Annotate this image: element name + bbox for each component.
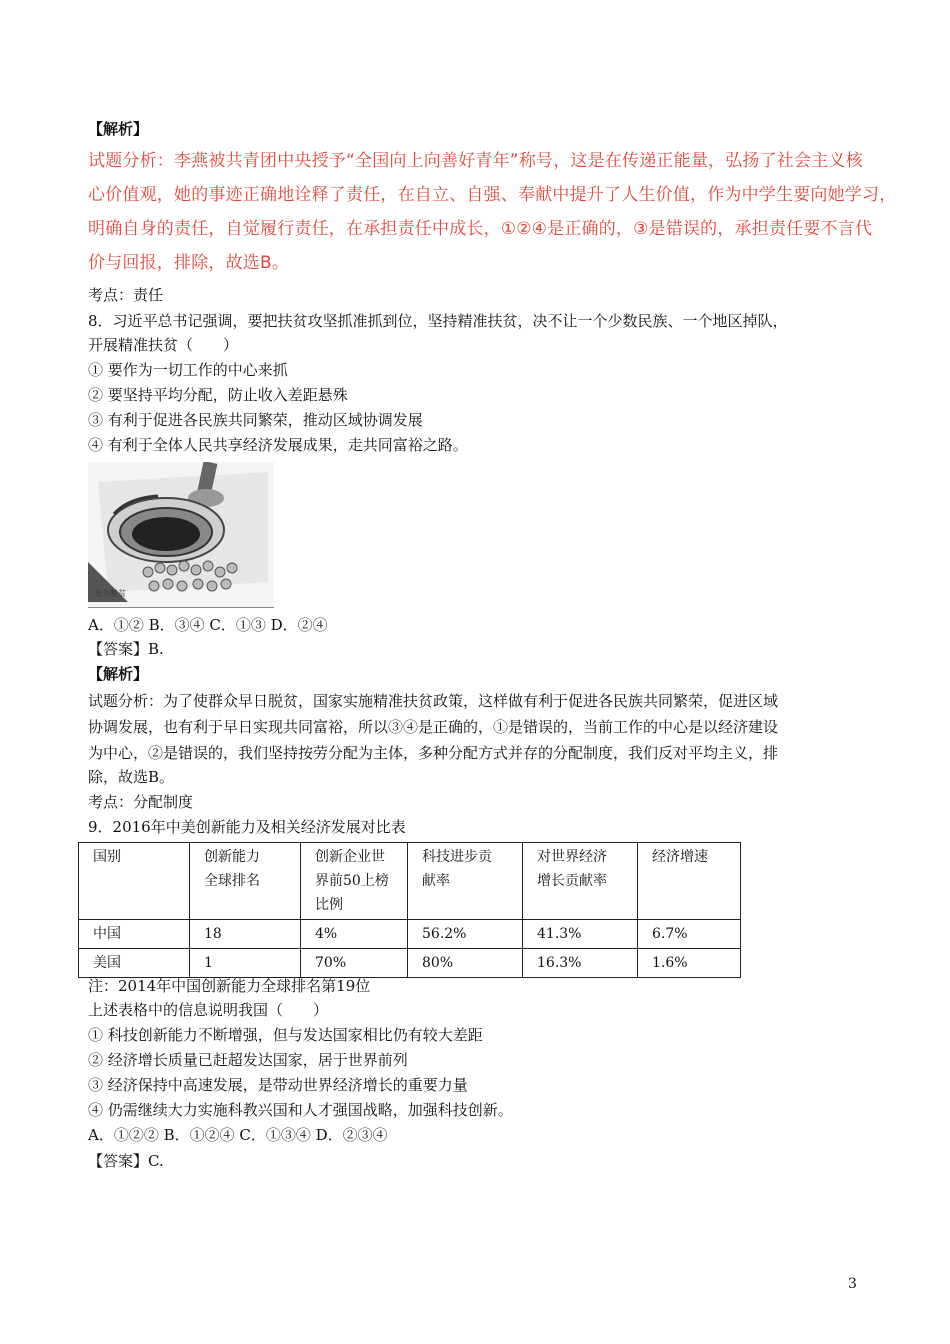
q8-analysis-line-1: 试题分析：为了使群众早日脱贫，国家实施精准扶贫政策，这样做有利于促进各民族共同繁荣，促进区域 bbox=[88, 692, 779, 710]
q9-option-3: ③ 经济保持中高速发展，是带动世界经济增长的重要力量 bbox=[88, 1076, 468, 1094]
table-cell: 4% bbox=[301, 920, 408, 949]
table-row bbox=[79, 949, 741, 978]
poverty-cartoon-image bbox=[88, 462, 274, 608]
q8-answer: 【答案】B. bbox=[88, 640, 164, 658]
table-header-cell: 创新能力 全球排名 bbox=[190, 843, 301, 920]
q9-option-1: ① 科技创新能力不断增强，但与发达国家相比仍有较大差距 bbox=[88, 1026, 483, 1044]
table-header-cell: 经济增速 bbox=[638, 843, 741, 920]
q8-analysis-header: 【解析】 bbox=[88, 665, 149, 683]
q8-option-4: ④ 有利于全体人民共享经济发展成果，走共同富裕之路。 bbox=[88, 436, 468, 454]
table-cell: 41.3% bbox=[523, 920, 638, 949]
table-cell: 中国 bbox=[79, 920, 190, 949]
q8-option-2: ② 要坚持平均分配，防止收入差距悬殊 bbox=[88, 386, 348, 404]
page-number: 3 bbox=[848, 1276, 857, 1292]
table-header-cell: 创新企业世 界前50上榜 比例 bbox=[301, 843, 408, 920]
table-header-cell: 国别 bbox=[79, 843, 190, 920]
q9-title: 9．2016年中美创新能力及相关经济发展对比表 bbox=[88, 818, 406, 836]
q8-stem-line-1: 8．习近平总书记强调，要把扶贫攻坚抓准抓到位，坚持精准扶贫，决不让一个少数民族、一个地区掉队， bbox=[88, 312, 788, 330]
table-row bbox=[79, 920, 741, 949]
table-cell: 18 bbox=[190, 920, 301, 949]
q8-analysis-line-3: 为中心，②是错误的，我们坚持按劳分配为主体，多种分配方式并存的分配制度，我们反对平均主义，排 bbox=[88, 744, 779, 762]
q9-option-2: ② 经济增长质量已赶超发达国家，居于世界前列 bbox=[88, 1051, 408, 1069]
table-header-cell: 对世界经济 增长贡献率 bbox=[523, 843, 638, 920]
q8-analysis-line-4: 除，故选B。 bbox=[88, 768, 175, 786]
cartoon-caption: 全力脱贫 bbox=[94, 589, 126, 598]
table-cell: 6.7% bbox=[638, 920, 741, 949]
comparison-table bbox=[78, 842, 741, 978]
table-cell: 16.3% bbox=[523, 949, 638, 978]
q9-choices: A．①②② B．①②④ C．①③④ D．②③④ bbox=[88, 1126, 388, 1144]
q9-option-4: ④ 仍需继续大力实施科教兴国和人才强国战略，加强科技创新。 bbox=[88, 1101, 513, 1119]
knowledge-point: 考点：责任 bbox=[88, 286, 164, 304]
table-cell: 1 bbox=[190, 949, 301, 978]
q8-option-3: ③ 有利于促进各民族共同繁荣，推动区域协调发展 bbox=[88, 411, 423, 429]
table-cell: 1.6% bbox=[638, 949, 741, 978]
q9-note: 注：2014年中国创新能力全球排名第19位 bbox=[88, 977, 371, 995]
table-cell: 70% bbox=[301, 949, 408, 978]
table-cell: 美国 bbox=[79, 949, 190, 978]
cartoon-illustration bbox=[88, 462, 274, 607]
table-header-cell: 科技进步贡 献率 bbox=[408, 843, 523, 920]
q9-stem: 上述表格中的信息说明我国（ ） bbox=[88, 1001, 329, 1019]
analysis-line-1: 试题分析：李燕被共青团中央授予“全国向上向善好青年”称号，这是在传递正能量，弘扬了社会主义核 bbox=[88, 151, 863, 171]
q8-option-1: ① 要作为一切工作的中心来抓 bbox=[88, 361, 288, 379]
q8-stem-line-2: 开展精准扶贫（ ） bbox=[88, 336, 239, 354]
table-cell: 56.2% bbox=[408, 920, 523, 949]
q9-answer: 【答案】C. bbox=[88, 1152, 164, 1170]
table-header-row bbox=[79, 843, 741, 920]
analysis-line-2: 心价值观，她的事迹正确地诠释了责任，在自立、自强、奉献中提升了人生价值，作为中学生要向她学习， bbox=[88, 185, 897, 205]
analysis-line-3: 明确自身的责任，自觉履行责任，在承担责任中成长，①②④是正确的，③是错误的，承担责任要不言代 bbox=[88, 219, 873, 239]
q8-choices: A．①② B．③④ C．①③ D．②④ bbox=[88, 616, 328, 634]
q8-analysis-line-2: 协调发展，也有利于早日实现共同富裕，所以③④是正确的，①是错误的，当前工作的中心是以经济建设 bbox=[88, 718, 779, 736]
q8-knowledge-point: 考点：分配制度 bbox=[88, 793, 194, 811]
analysis-header: 【解析】 bbox=[88, 120, 149, 138]
analysis-line-4: 价与回报，排除，故选B。 bbox=[88, 253, 290, 273]
table-cell: 80% bbox=[408, 949, 523, 978]
